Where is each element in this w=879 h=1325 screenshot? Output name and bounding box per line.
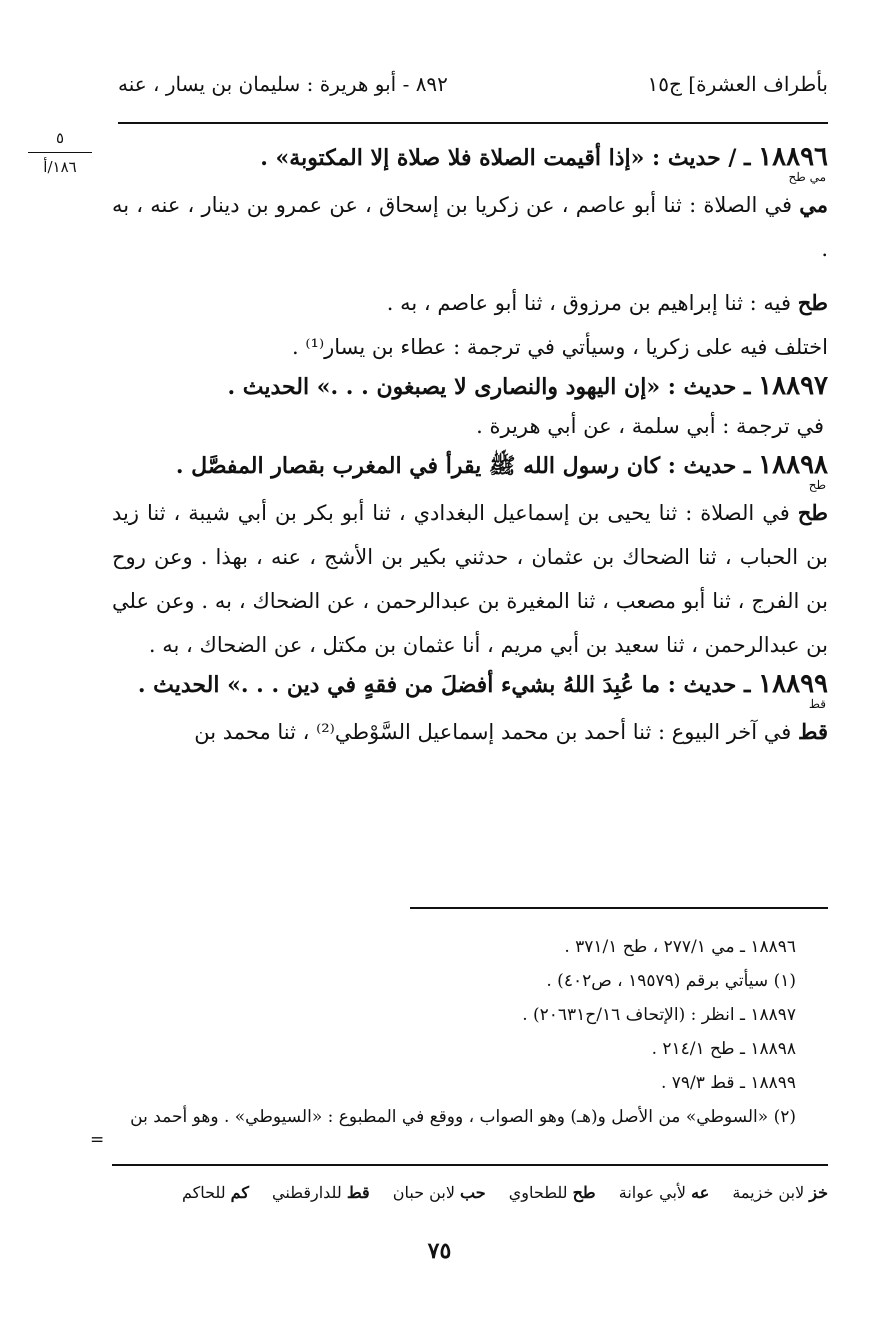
entry-sigla: قط [808, 697, 826, 711]
margin-note-top: ٥ [55, 129, 65, 147]
footnote: ١٨٨٩٩ ـ قط ٧٩/٣ . [660, 1073, 796, 1093]
entry-title [112, 140, 828, 175]
entry-heading: ـ / حديث : «إذا أقيمت الصلاة فلا صلاة إلا المكتوبة» . [260, 145, 751, 171]
entry-title [112, 369, 828, 404]
entry-paragraph [112, 281, 828, 325]
footnote: ١٨٨٩٧ ـ انظر : (الإتحاف ١٦/ح٢٠٦٣١) . [522, 1005, 796, 1025]
source-siglum: قط [798, 719, 828, 744]
entry-paragraph [112, 404, 828, 448]
legend-item: عه لأبي عوانة [618, 1183, 710, 1202]
entry-number: ١٨٨٩٦ [758, 142, 828, 172]
entry-number: ١٨٨٩٧ [758, 371, 828, 401]
footnote: ١٨٨٩٨ ـ طح ٢١٤/١ . [651, 1039, 796, 1059]
entry-title [112, 448, 828, 483]
legend-item: قط للدارقطني [272, 1183, 370, 1202]
legend-item: كم للحاكم [181, 1183, 249, 1202]
entry-paragraph [112, 325, 828, 369]
entry-heading: ـ حديث : «إن اليهود والنصارى لا يصبغون . . .» الحديث . [227, 374, 751, 400]
entry-title [112, 667, 828, 702]
entry-heading: ـ حديث : ما عُبِدَ اللهُ بشيء أفضلَ من فقهٍ في دين . . .» الحديث . [137, 672, 751, 698]
source-siglum: طح [797, 500, 828, 525]
footnote-rule [410, 907, 828, 909]
source-siglum: طح [797, 290, 828, 315]
page-number: ٧٥ [427, 1238, 452, 1264]
main-text [112, 140, 828, 754]
entry-number: ١٨٨٩٩ [758, 669, 828, 699]
entry-number: ١٨٨٩٨ [758, 450, 828, 480]
margin-note [28, 128, 92, 177]
footnote: (١) سيأتي برقم (١٩٥٧٩ ، ص٤٠٢) . [546, 971, 796, 991]
footnote: ١٨٨٩٦ ـ مي ٢٧٧/١ ، طح ٣٧١/١ . [564, 937, 796, 957]
paragraph-text: في الصلاة : ثنا يحيى بن إسماعيل البغدادي ، ثنا أبو بكر بن أبي شيبة ، ثنا زيد بن الحباب ، ثنا الضحاك بن عثمان ، حدثني بكير بن الأشج ، عنه ، بهذا . وعن روح بن الفرج ، ثنا أبو مصعب ، ثنا المغيرة بن عبدالرحمن ، عن الضحاك ، به . وعن علي بن عبدالرحمن ، ثنا سعيد بن أبي مريم ، أنا عثمان بن مكتل ، عن الضحاك ، به . [112, 501, 828, 657]
footnotes [112, 930, 796, 1134]
margin-note-bottom: ١٨٦/أ [43, 158, 77, 176]
paragraph-text: في الصلاة : ثنا أبو عاصم ، عن زكريا بن إسحاق ، عن عمرو بن دينار ، عنه ، به . [112, 193, 828, 261]
entry-sigla: طح [808, 478, 826, 492]
footnote: (٢) «السوطي» من الأصل و(هـ) وهو الصواب ، ووقع في المطبوع : «السيوطي» . وهو أحمد بن [130, 1107, 796, 1127]
margin-note-divider [28, 152, 92, 153]
sigla-legend [112, 1178, 828, 1208]
entry-paragraph [112, 491, 828, 667]
paragraph-text: اختلف فيه على زكريا ، وسيأتي في ترجمة : عطاء بن يسار⁽¹⁾ . [292, 335, 828, 359]
legend-rule [112, 1164, 828, 1166]
legend-item: طح للطحاوي [508, 1183, 596, 1202]
entry-heading: ـ حديث : كان رسول الله ﷺ يقرأ في المغرب بقصار المفصَّل . [175, 453, 751, 479]
paragraph-text: في آخر البيوع : ثنا أحمد بن محمد إسماعيل السَّوْطي⁽²⁾ ، ثنا محمد بن [194, 720, 799, 744]
entry-sigla: مي طح [788, 170, 826, 184]
continuation-mark: = [90, 1130, 105, 1150]
source-siglum: مي [799, 192, 828, 217]
running-header [118, 72, 828, 106]
entry-paragraph [112, 710, 828, 754]
header-rule [118, 122, 828, 124]
legend-item: حب لابن حبان [392, 1183, 486, 1202]
entry-paragraph [112, 183, 828, 271]
paragraph-text: فيه : ثنا إبراهيم بن مرزوق ، ثنا أبو عاصم ، به . [386, 291, 798, 315]
paragraph-text: في ترجمة : أبي سلمة ، عن أبي هريرة . [476, 414, 824, 438]
header-right: بأطراف العشرة] ج١٥ [647, 72, 828, 96]
header-left: ٨٩٢ - أبو هريرة : سليمان بن يسار ، عنه [118, 72, 448, 96]
legend-item: خز لابن خزيمة [732, 1183, 828, 1202]
